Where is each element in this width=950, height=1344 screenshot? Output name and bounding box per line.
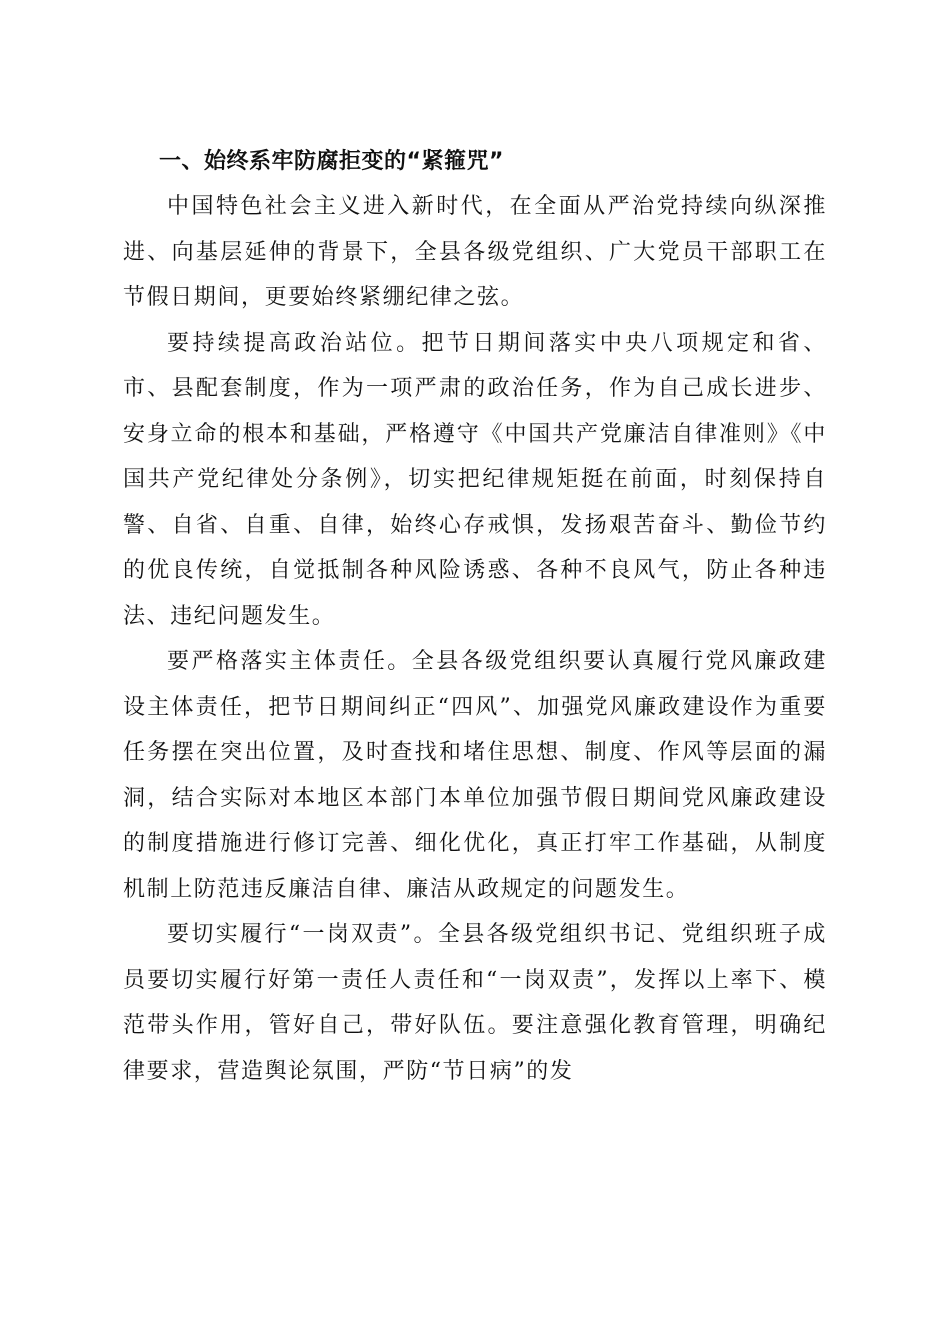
paragraph-political-stance: 要持续提高政治站位。把节日期间落实中央八项规定和省、市、县配套制度，作为一项严肃的政治任务，作为自己成长进步、安身立命的根本和基础，严格遵守《中国共产党廉洁自律准则》《中国共产党纪律处分条例》，切实把纪律规矩挺在前面，时刻保持自警、自省、自重、自律，始终心存戒惧，发扬艰苦奋斗、勤俭节约的优良传统，自觉抵制各种风险诱惑、各种不良风气，防止各种违法、违纪问题发生。 xyxy=(123,330,827,629)
document-body xyxy=(123,140,827,1094)
paragraph-main-responsibility: 要严格落实主体责任。全县各级党组织要认真履行党风廉政建设主体责任，把节日期间纠正“四风”、加强党风廉政建设作为重要任务摆在突出位置，及时查找和堵住思想、制度、作风等层面的漏洞，结合实际对本地区本部门本单位加强节假日期间党风廉政建设的制度措施进行修订完善、细化优化，真正打牢工作基础，从制度机制上防范违反廉洁自律、廉洁从政规定的问题发生。 xyxy=(123,649,827,902)
paragraph-intro: 中国特色社会主义进入新时代，在全面从严治党持续向纵深推进、向基层延伸的背景下，全县各级党组织、广大党员干部职工在节假日期间，更要始终紧绷纪律之弦。 xyxy=(123,194,827,310)
section-heading: 一、始终系牢防腐拒变的“紧箍咒” xyxy=(159,149,504,174)
paragraph-dual-responsibility: 要切实履行“一岗双责”。全县各级党组织书记、党组织班子成员要切实履行好第一责任人责任和“一岗双责”，发挥以上率下、模范带头作用，管好自己，带好队伍。要注意强化教育管理，明确纪律要求，营造舆论氛围，严防“节日病”的发 xyxy=(123,922,827,1084)
